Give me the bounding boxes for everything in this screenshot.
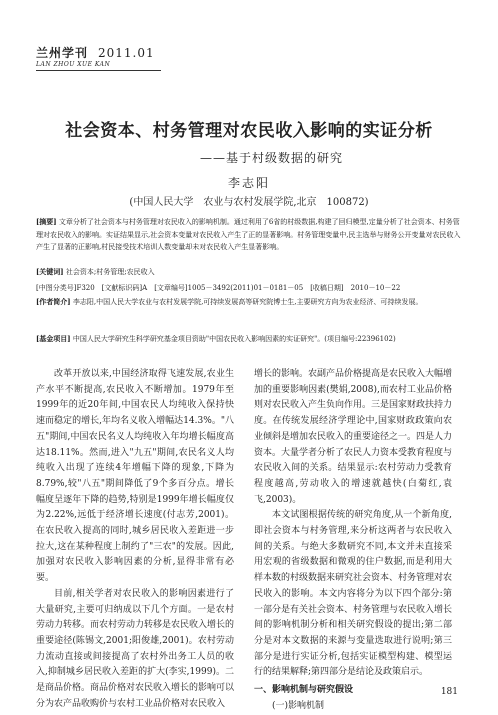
subsection-heading: (一)影响机制 bbox=[272, 700, 325, 711]
header-rule bbox=[36, 70, 161, 71]
author: 李志阳 bbox=[227, 176, 270, 190]
fund-tag: [基金项目] bbox=[36, 334, 71, 343]
page-number: 181 bbox=[440, 687, 458, 697]
abstract-tag: [摘要] bbox=[36, 217, 57, 226]
affiliation: (中国人民大学 农业与农村发展学院,北京 100872) bbox=[129, 197, 369, 208]
paragraph: 本文试图根据传统的研究角度,从一个新角度,即社会资本与村务管理,来分析这两者与农民收入间的关系。与绝大多数研究不同,本文并未直接采用宏观的省级数据和微观的住户数据,而是利用大样本数的村级数据来研究社会资本、村务管理对农民收入的影响。本文内容将分为以下四个部分:第一部分是有关社会资本、村务管理与农民收入增长间的影响机制分析和相关研究假设的提出;第二部分是对本文数据的来源与变量选取进行说明;第三部分是进行实证分析,包括实证模型构建、模型运行的结果解释;第四部分是结论及政策启示。 bbox=[254, 510, 453, 678]
abstract bbox=[36, 216, 466, 254]
fund-text: 中国人民大学研究生科学研究基金项目资助"中国农民收入影响因素的实证研究"。(项目编号:22396102) bbox=[72, 335, 396, 343]
section-heading: 一、影响机制与研究假设 bbox=[254, 685, 354, 696]
journal-name: 兰州学刊 bbox=[36, 46, 89, 60]
bio-tag: [作者简介] bbox=[36, 297, 71, 306]
body-right-column bbox=[254, 367, 452, 714]
keywords-tag: [关键词] bbox=[36, 267, 64, 276]
keywords bbox=[36, 266, 466, 279]
bio-text: 李志阳,中国人民大学农业与农村发展学院,可持续发展高等研究院博士生,主要研究方向为农业经济、可持续发展。 bbox=[72, 298, 423, 306]
paragraph: 改革开放以来,中国经济取得飞速发展,农业生产水平不断提高,农民收入不断增加。1979年至1999年的近20年间,中国农民人均纯收入保持快速而稳定的增长,年均名义收入增幅达14.3%。"八五"期间,中国农民名义人均纯收入年均增长幅度高达18.11%。然而,进入"九五"期间,农民名义人均纯收入出现了连续4年增幅下降的现象,下降为8.79%,较"八五"期间降低了9个多百分点。增长幅度呈逐年下降的趋势,特别是1999年增长幅度仅为2.22%,远低于经济增长速度(付志芳,2001)。在农民收入提高的同时,城乡居民收入差距进一步拉大,这在某种程度上制约了"三农"的发展。因此,加强对农民收入影响因素的分析,显得非常有必要。 bbox=[36, 369, 234, 584]
journal-header bbox=[36, 44, 155, 61]
abstract-text: 文章分析了社会资本与村务管理对农民收入的影响机制。通过利用了6省的村级数据,构建了回归模型,定量分析了社会资本、村务管理对农民收入的影响。实证结果显示,社会资本变量对农民收入产生了正的显著影响。村务管理变量中,民主选举与财务公开变量对农民收入产生了显著的正影响,村民接受技术培训人数变量却未对农民收入产生显著影响。 bbox=[36, 218, 461, 251]
body-left-column bbox=[36, 367, 234, 712]
paragraph: 目前,相关学者对农民收入的影响因素进行了大量研究,主要可归纳成以下几个方面。一是农村劳动力转移。而农村劳动力转移是农民收入增长的重要途径(陈锡文,2001;阳俊雄,2001)。农村劳动力流动直接或间接提高了农村外出务工人员的收入,抑制城乡居民收入差距的扩大(李实,1999)。二是商品价格。商品价格对农民收入增长的影响可以分为农产品收购价与农村工业品价格对农民收入 bbox=[36, 588, 235, 709]
keywords-text: 社会资本;村务管理;农民收入 bbox=[65, 268, 155, 276]
fund-note bbox=[36, 333, 466, 346]
classification-line: [中图分类号]F320 [文献标识码]A [文章编号]1005－3492(2011)01－0181－05 [收稿日期] 2010－10－22 bbox=[36, 284, 401, 292]
paragraph: 增长的影响。农副产品价格提高是农民收入大幅增加的重要影响因素(樊娟,2008),而农村工业品价格则对农民收入产生负向作用。三是国家财政扶持力度。在传统发展经济学理论中,国家财政政策向农业倾斜是增加农民收入的重要途径之一。四是人力资本。大量学者分析了农民人力资本受教育程度与农民收入间的关系。结果显示:农村劳动力受教育程度越高,劳动收入的增速就越快(白菊红,袁飞,2003)。 bbox=[254, 369, 453, 505]
paper-subtitle: ——基于村级数据的研究 bbox=[200, 151, 344, 165]
journal-issue: 2011.01 bbox=[98, 46, 155, 60]
author-bio bbox=[36, 296, 466, 309]
paper-title: 社会资本、村务管理对农民收入影响的实证分析 bbox=[65, 121, 433, 141]
journal-name-en: LAN ZHOU XUE KAN bbox=[36, 61, 111, 68]
